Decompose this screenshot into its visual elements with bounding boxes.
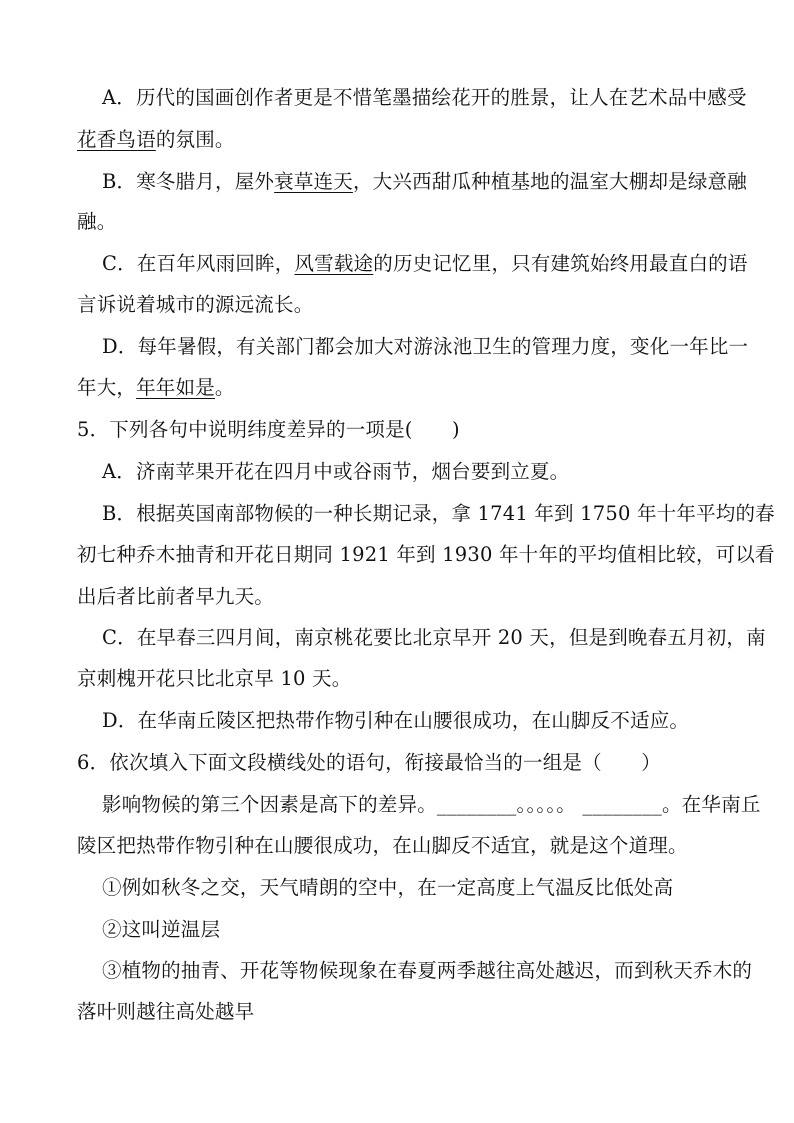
option-text: 的历史记忆里，只有建筑始终用最直白的语 — [373, 252, 748, 275]
option-text: 言诉说着城市的源远流长。 — [77, 293, 314, 316]
q4-option-b-line1 — [102, 170, 747, 194]
option-text: 年大， — [77, 376, 137, 399]
q6-item-3-line1: ③植物的抽青、开花等物候现象在春夏两季越往高处越迟，而到秋天乔木的 — [102, 959, 753, 982]
underlined-phrase: 衰草连天 — [274, 170, 353, 193]
option-text: 。 — [214, 376, 235, 399]
q5-option-a: A．济南苹果开花在四月中或谷雨节，烟台要到立夏。 — [102, 460, 570, 483]
q6-item-2: ②这叫逆温层 — [102, 918, 221, 941]
q4-option-b-line2 — [77, 210, 116, 234]
q5-option-c-line1: C．在早春三四月间，南京桃花要比北京早开 20 天，但是到晚春五月初，南 — [102, 626, 766, 649]
option-text: ，大兴西甜瓜种植基地的温室大棚却是绿意融 — [352, 170, 747, 193]
q5-option-b-line2: 初七种乔木抽青和开花日期同 1921 年到 1930 年十年的平均值相比较，可以看 — [77, 543, 775, 566]
q4-option-c-line1 — [102, 252, 748, 276]
q4-option-c-line2 — [77, 293, 313, 317]
option-label: B． — [102, 170, 137, 193]
q6-passage-line1: 影响物候的第三个因素是高下的差异。________。。。。。 ________。在华南丘 — [102, 793, 761, 816]
option-label: D． — [102, 335, 138, 358]
q6-item-1: ①例如秋冬之交，天气晴朗的空中，在一定高度上气温反比低处高 — [102, 876, 674, 899]
underlined-phrase: 年年如是 — [136, 376, 215, 399]
q5-stem: 5．下列各句中说明纬度差异的一项是( ) — [77, 418, 460, 441]
underlined-phrase: 风雪载途 — [294, 252, 374, 275]
q4-option-d-line1 — [102, 335, 748, 359]
option-text: 每年暑假，有关部门都会加大对游泳池卫生的管理力度，变化一年比一 — [137, 335, 749, 358]
option-text: 的氛围。 — [155, 128, 235, 151]
q4-option-a-line2 — [77, 128, 235, 152]
option-text: 寒冬腊月，屋外 — [136, 170, 275, 193]
option-text: 融。 — [77, 210, 117, 233]
q6-stem: 6．依次填入下面文段横线处的语句，衔接最恰当的一组是（ ） — [77, 751, 661, 774]
option-text: 历代的国画创作者更是不惜笔墨描绘花开的胜景，让人在艺术品中感受 — [135, 86, 747, 109]
q4-option-d-line2 — [77, 376, 235, 400]
q5-option-d: D．在华南丘陵区把热带作物引种在山腰很成功，在山脚反不适应。 — [102, 709, 690, 732]
q5-option-c-line2: 京刺槐开花只比北京早 10 天。 — [77, 667, 352, 690]
q5-option-b-line1: B．根据英国南部物候的一种长期记录，拿 1741 年到 1750 年十年平均的春 — [102, 502, 775, 525]
q6-item-3-line2: 落叶则越往高处越早 — [77, 1000, 255, 1023]
underlined-phrase: 花香鸟语 — [77, 128, 156, 151]
q4-option-a-line1 — [102, 86, 747, 110]
option-label: A． — [102, 86, 136, 109]
q6-passage-line2: 陵区把热带作物引种在山腰很成功，在山脚反不适宜，就是这个道理。 — [77, 834, 688, 857]
q5-option-b-line3: 出后者比前者早九天。 — [77, 585, 275, 608]
option-text: 在百年风雨回眸， — [136, 252, 295, 275]
option-label: C． — [102, 252, 137, 275]
